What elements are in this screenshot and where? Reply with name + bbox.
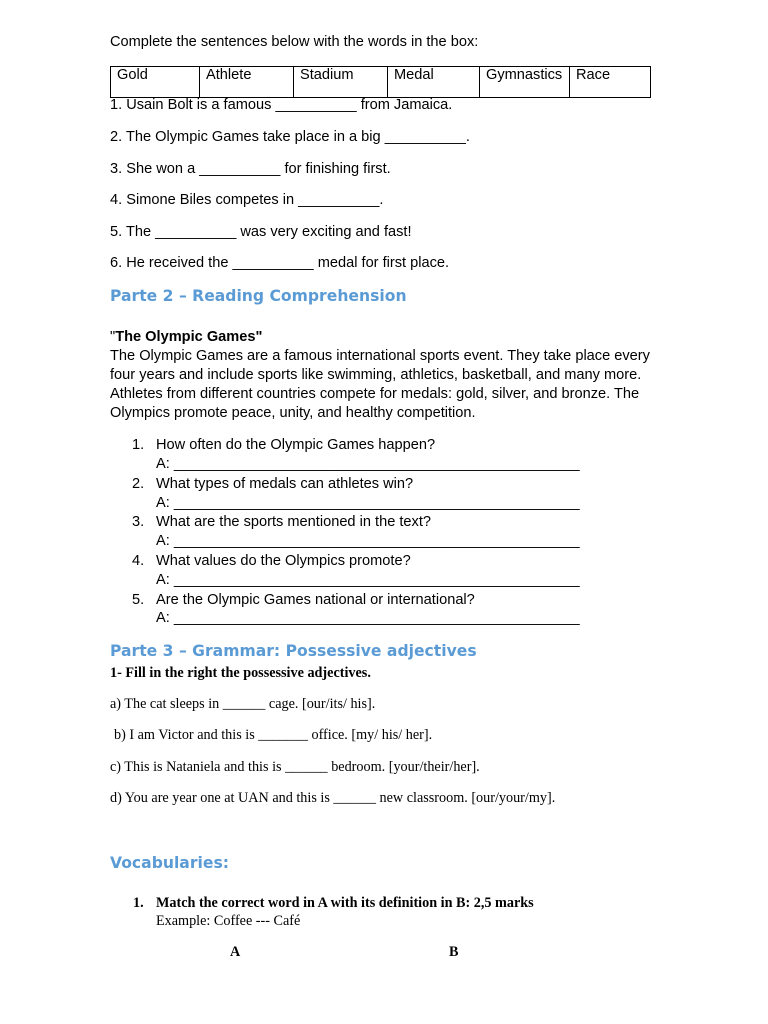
question-number: 5. [132,592,145,608]
sentence: 2. The Olympic Games take place in a big __________. [110,129,470,145]
sentence: 4. Simone Biles competes in __________. [110,192,384,208]
word-box-cell: Gymnastics [480,67,570,98]
question-text: Are the Olympic Games national or international? [156,592,475,608]
sentence: 6. He received the __________ medal for first place. [110,255,450,271]
question-text: What types of medals can athletes win? [156,476,414,492]
question-number: 4. [132,553,145,569]
question-text: What values do the Olympics promote? [156,553,411,569]
section-heading-vocab: Vocabularies: [110,854,229,872]
exercise-instruction: Complete the sentences below with the words in the box: [110,34,479,50]
question-text: What are the sports mentioned in the text? [156,514,432,530]
word-box-cell: Gold [111,67,200,98]
column-b-label: B [449,944,459,960]
word-box-cell: Medal [388,67,480,98]
vocab-instruction: Match the correct word in A with its definition in B: 2,5 marks [156,895,534,911]
grammar-item: c) This is Nataniela and this is ______ bedroom. [your/their/her]. [110,759,480,775]
sentence: 5. The __________ was very exciting and fast! [110,224,412,240]
answer-line: A: __________________________________________________ [156,533,580,549]
grammar-instruction: 1- Fill in the right the possessive adjectives. [110,665,371,681]
title-open-quote: " [110,329,116,345]
vocab-example: Example: Coffee --- Café [156,913,301,929]
answer-line: A: __________________________________________________ [156,610,580,626]
word-box [110,66,651,98]
section-heading-grammar: Parte 3 – Grammar: Possessive adjectives [110,642,477,660]
text-title-label: The Olympic Games" [115,329,263,345]
question-number: 1. [132,437,145,453]
vocab-item-number: 1. [133,895,144,911]
answer-line: A: __________________________________________________ [156,495,580,511]
question-text: How often do the Olympic Games happen? [156,437,436,453]
column-a-label: A [230,944,241,960]
grammar-item: a) The cat sleeps in ______ cage. [our/its/ his]. [110,696,376,712]
question-number: 3. [132,514,145,530]
word-box-cell: Race [570,67,651,98]
sentence: 3. She won a __________ for finishing first. [110,161,391,177]
word-box-cell: Stadium [294,67,388,98]
reading-paragraph: The Olympic Games are a famous international sports event. They take place every four years and include sports like swimming, athletics, basketball, and many more. Athletes from different countries compete for medals: gold, silver, and bronze. The Olympics promote peace, unity, and healthy competition. [110,348,650,421]
answer-line: A: __________________________________________________ [156,572,580,588]
question-number: 2. [132,476,145,492]
answer-line: A: __________________________________________________ [156,456,580,472]
grammar-item: d) You are year one at UAN and this is ______ new classroom. [our/your/my]. [110,790,556,806]
section-heading-reading: Parte 2 – Reading Comprehension [110,287,407,305]
word-box-cell: Athlete [200,67,294,98]
sentence: 1. Usain Bolt is a famous __________ from Jamaica. [110,97,453,113]
grammar-item: b) I am Victor and this is _______ office. [my/ his/ her]. [114,727,433,743]
text-title [110,328,262,347]
